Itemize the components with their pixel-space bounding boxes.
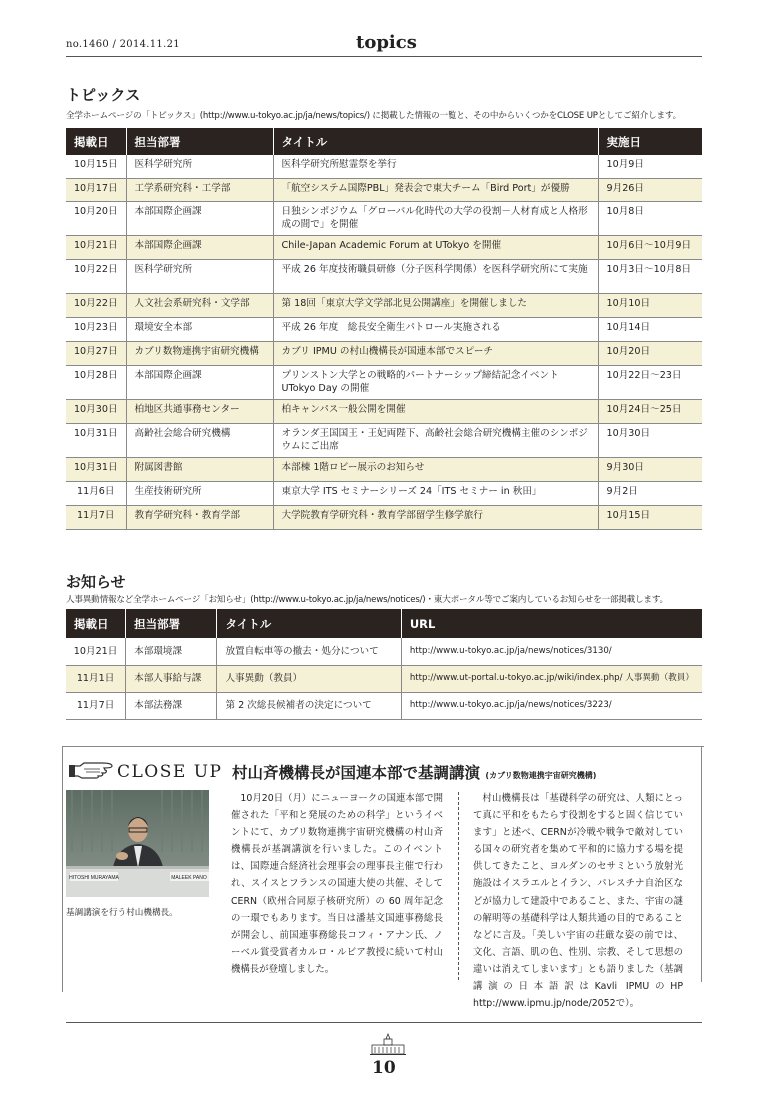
closeup-title [232,761,596,783]
cell-held: 10月3日～10月8日 [598,259,702,293]
cell-held: 9月30日 [598,457,702,481]
table-row [66,293,702,317]
cell-date: 10月21日 [66,235,126,259]
article-paragraph-1: 10月20日（月）にニューヨークの国連本部で開催された「平和と発展のための科学」というイベントにて、カブリ数物連携宇宙研究機構の村山斉機構長が基調講演を行いました。このイベントは、国際連合経済社会理事会の理事長主催で行われ、スイスとフランスの国連大使の共催、そしてCERN（欧州合同原子核研究所）の 60 周年記念の一環でもあります。当日は潘基文国連事務総長が開会し、前国連事務総長コフィ・アナン氏、ノーベル賞受賞者カルロ・ルビア教授に続いて村山機構長が登壇しました。 [231,793,443,975]
table-row [66,457,702,481]
cell-held: 10月22日～23日 [598,365,702,399]
col-date: 掲載日 [66,609,126,638]
col-dept: 担当部署 [126,128,273,155]
cell-dept: 環境安全本部 [126,317,273,341]
cell-held: 10月9日 [598,155,702,178]
cell-date: 11月1日 [66,665,126,692]
notices-description: 人事異動情報など全学ホームページ「お知らせ」(http://www.u-tokyo.ac.jp/ja/news/notices/)・東大ポータル等でご案内しているお知らせを一部掲載します。 [66,595,668,605]
cell-date: 10月17日 [66,178,126,201]
cell-title: カブリ IPMU の村山機構長が国連本部でスピーチ [273,341,598,365]
cell-dept: 工学系研究科・工学部 [126,178,273,201]
table-row [66,341,702,365]
cell-dept: 生産技術研究所 [126,481,273,505]
cell-title: 日独シンポジウム「グローバル化時代の大学の役割－人材育成と人格形成の間で」を開催 [273,201,598,235]
cell-date: 10月22日 [66,293,126,317]
nameplate-right: MALEEK PANO [171,875,207,881]
table-row [66,259,702,293]
article-column-right [473,790,683,1012]
cell-dept: 本部国際企画課 [126,365,273,399]
cell-title: オランダ王国国王・王妃両陛下、高齢社会総合研究機構主催のシンポジウムにご出席 [273,423,598,457]
col-date: 掲載日 [66,128,126,155]
closeup-title-text: 村山斉機構長が国連本部で基調講演 [232,764,481,782]
cell-date: 10月23日 [66,317,126,341]
cell-dept: 高齢社会総合研究機構 [126,423,273,457]
page-header [66,32,702,57]
cell-held: 10月30日 [598,423,702,457]
cell-date: 10月20日 [66,201,126,235]
cell-held: 9月26日 [598,178,702,201]
cell-dept: 本部環境課 [126,638,217,665]
col-title: タイトル [217,609,401,638]
cell-title: 平成 26 年度技術職員研修（分子医科学関係）を医科学研究所にて実施 [273,259,598,293]
col-held: 実施日 [598,128,702,155]
closeup-frame-edge [701,746,702,982]
cell-dept: 本部人事給与課 [126,665,217,692]
table-row [66,399,702,423]
notices-table [66,609,702,720]
cell-dept: 柏地区共通事務センター [126,399,273,423]
cell-dept: 本部法務課 [126,692,217,719]
cell-date: 10月31日 [66,423,126,457]
column-divider [458,792,459,980]
page-number: 10 [372,1058,396,1078]
cell-title: 本部棟 1階ロビー展示のお知らせ [273,457,598,481]
cell-dept: 本部国際企画課 [126,201,273,235]
cell-url[interactable]: http://www.u-tokyo.ac.jp/ja/news/notices/3130/ [401,638,702,665]
cell-date: 11月6日 [66,481,126,505]
cell-dept: 医科学研究所 [126,155,273,178]
cell-title: 平成 26 年度 総長安全衛生パトロール実施される [273,317,598,341]
cell-title: 第 18回「東京大学文学部北見公開講座」を開催しました [273,293,598,317]
table-row [66,365,702,399]
cell-date: 10月31日 [66,457,126,481]
issue-info: no.1460 / 2014.11.21 [66,39,180,50]
cell-url[interactable]: http://www.ut-portal.u-tokyo.ac.jp/wiki/index.php/ 人事異動（教員） [401,665,702,692]
cell-date: 10月30日 [66,399,126,423]
table-row [66,155,702,178]
cell-title: 人事異動（教員） [217,665,401,692]
topics-heading: トピックス [66,86,141,104]
col-title: タイトル [273,128,598,155]
cell-dept: カブリ数物連携宇宙研究機構 [126,341,273,365]
cell-date: 11月7日 [66,505,126,529]
cell-held: 10月10日 [598,293,702,317]
footer-rule [66,1022,702,1023]
col-url: URL [401,609,702,638]
table-row [66,481,702,505]
cell-date: 10月27日 [66,341,126,365]
speaker-photo [66,790,209,897]
cell-dept: 教育学研究科・教育学部 [126,505,273,529]
cell-title: 東京大学 ITS セミナーシリーズ 24「ITS セミナー in 秋田」 [273,481,598,505]
pointing-hand-icon [68,760,114,780]
photo-caption: 基調講演を行う村山機構長。 [66,908,178,918]
notices-heading: お知らせ [66,573,126,591]
cell-title: 柏キャンパス一般公開を開催 [273,399,598,423]
cell-title: 放置自転車等の撤去・処分について [217,638,401,665]
cell-held: 10月8日 [598,201,702,235]
table-row [66,201,702,235]
cell-held: 9月2日 [598,481,702,505]
table-row [66,505,702,529]
cell-date: 10月15日 [66,155,126,178]
cell-held: 10月24日～25日 [598,399,702,423]
article-paragraph-2: 村山機構長は「基礎科学の研究は、人類にとって真に平和をもたらす役割をすると固く信じています」と述べ、CERNが冷戦や戦争で敵対している国々の研究者を集めて平和的に協力する場を提供してきたこと、ヨルダンのセサミという放射光施設はイスラエルとイラン、パレスチナ自治区などが協力して建設中であること、また、宇宙の謎の解明等の基礎科学は人類共通の目的であることなどに言及。「美しい宇宙の荘厳な姿の前では、文化、言語、肌の色、性別、宗教、そして思想の違いは消えてしまいます」とも語りました（基調講演の日本語訳はKavli IPMUのHP http://www.ipmu.jp/node/2052で）。 [473,793,683,1010]
cell-dept: 附属図書館 [126,457,273,481]
cell-held: 10月14日 [598,317,702,341]
cell-url[interactable]: http://www.u-tokyo.ac.jp/ja/news/notices/3223/ [401,692,702,719]
cell-title: Chile-Japan Academic Forum at UTokyo を開催 [273,235,598,259]
cell-held: 10月6日～10月9日 [598,235,702,259]
col-dept: 担当部署 [126,609,217,638]
cell-title: 第 2 次総長候補者の決定について [217,692,401,719]
cell-title: 大学院教育学研究科・教育学部留学生修学旅行 [273,505,598,529]
cell-date: 11月7日 [66,692,126,719]
cell-dept: 人文社会系研究科・文学部 [126,293,273,317]
cell-held: 10月15日 [598,505,702,529]
closeup-org: (カブリ数物連携宇宙研究機構) [485,771,597,780]
nameplate-left: HITOSHI MURAYAMA [69,875,119,881]
cell-title: 「航空システム国際PBL」発表会で東大チーム「Bird Port」が優勝 [273,178,598,201]
table-row [66,235,702,259]
table-row [66,638,702,665]
table-row [66,178,702,201]
cell-held: 10月20日 [598,341,702,365]
cell-dept: 医科学研究所 [126,259,273,293]
cell-dept: 本部国際企画課 [126,235,273,259]
newsletter-brand: topics [356,32,417,53]
cell-title: 医科学研究所慰霊祭を挙行 [273,155,598,178]
table-row [66,317,702,341]
topics-table [66,128,702,530]
cell-title: プリンストン大学との戦略的パートナーシップ締結記念イベント UTokyo Day の開催 [273,365,598,399]
closeup-label: CLOSE UP [117,762,223,782]
cell-date: 10月22日 [66,259,126,293]
article-column-left [231,790,443,978]
table-row [66,423,702,457]
building-icon [370,1033,406,1055]
cell-date: 10月21日 [66,638,126,665]
cell-date: 10月28日 [66,365,126,399]
table-row [66,692,702,719]
table-row [66,665,702,692]
topics-description: 全学ホームページの「トピックス」(http://www.u-tokyo.ac.jp/ja/news/topics/) に掲載した情報の一覧と、その中からいくつかをCLOSE UPとしてご紹介します。 [66,111,682,121]
